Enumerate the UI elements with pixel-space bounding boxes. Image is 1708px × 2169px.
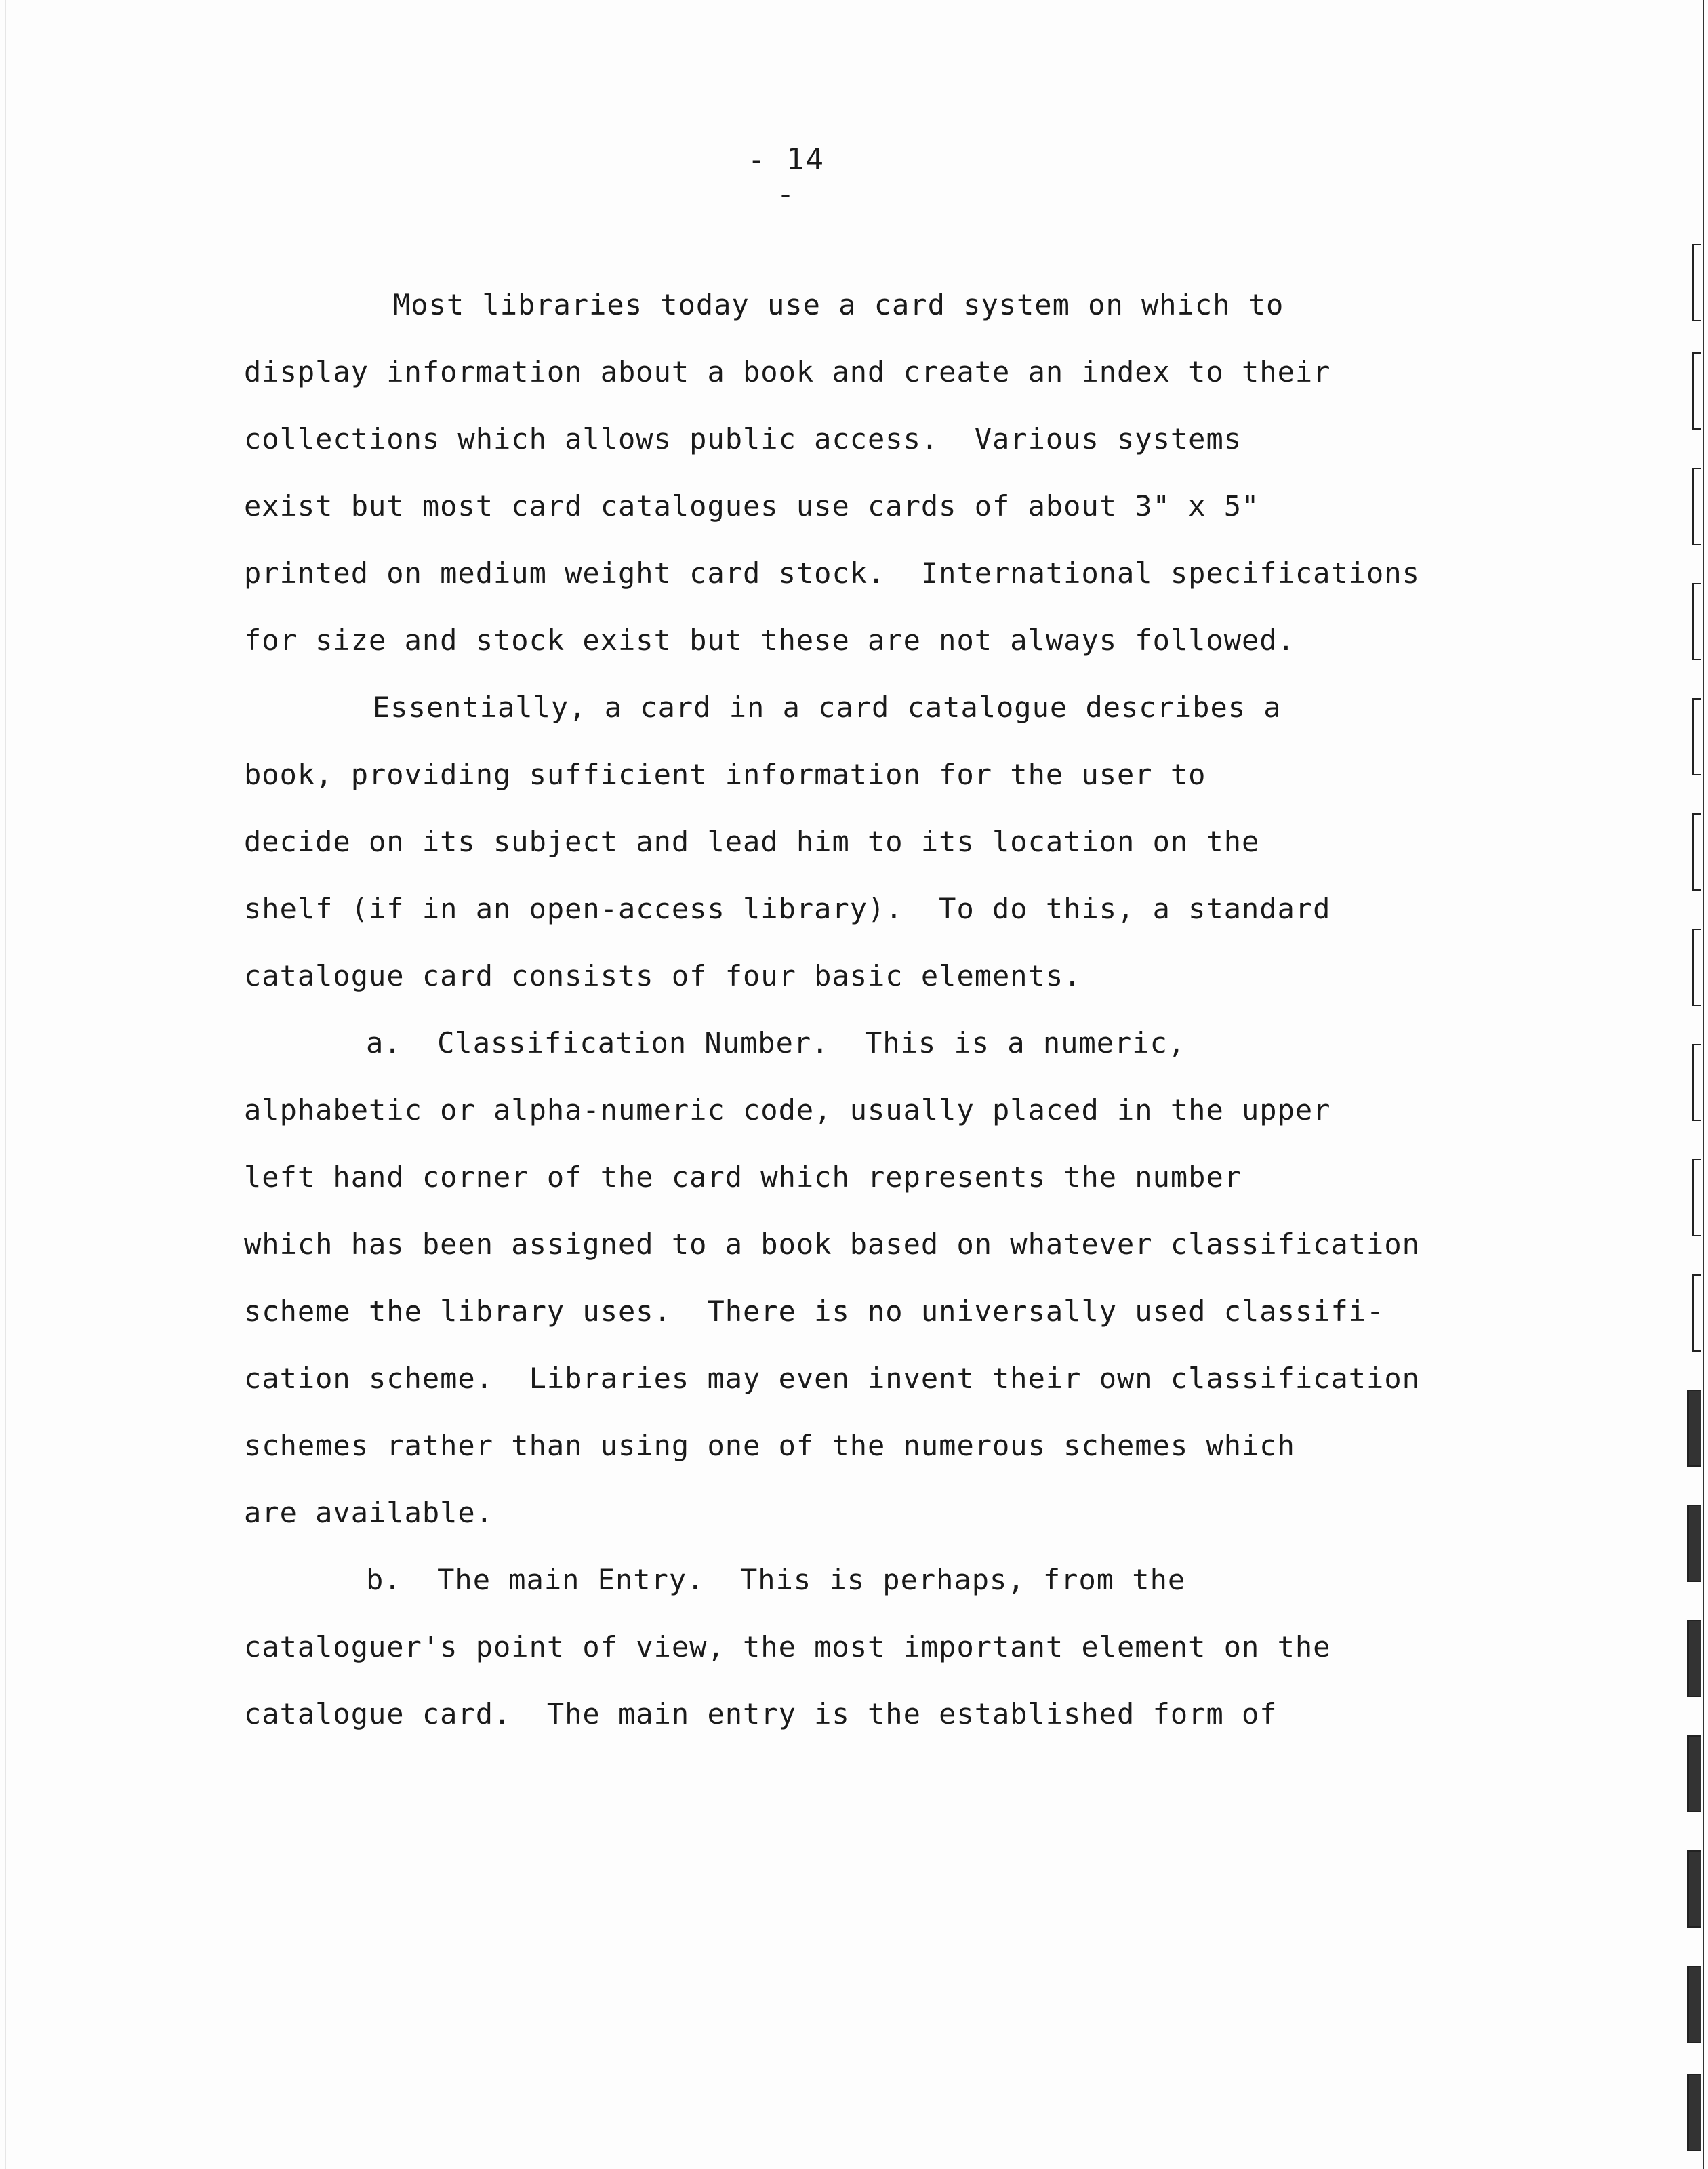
binder-edge-line: [1703, 0, 1704, 2169]
text-line: left hand corner of the card which represents the number: [244, 1160, 1242, 1194]
text-line: catalogue card consists of four basic elements.: [244, 959, 1082, 992]
text-line: book, providing sufficient information for the user to: [244, 758, 1206, 791]
binder-ring-mark: [1692, 352, 1701, 430]
binder-ring-mark: [1687, 1390, 1701, 1467]
binder-ring-mark: [1687, 1735, 1701, 1812]
text-line: exist but most card catalogues use cards of about 3" x 5": [244, 489, 1260, 523]
binder-ring-mark: [1687, 1620, 1701, 1697]
text-line: are available.: [244, 1496, 494, 1529]
page-left-edge: [5, 0, 6, 2169]
binder-ring-mark: [1692, 468, 1701, 545]
body-text: [244, 271, 1450, 1747]
text-line: cataloguer's point of view, the most important element on the: [244, 1630, 1331, 1663]
text-line: display information about a book and create an index to their: [244, 355, 1331, 388]
binder-ring-mark: [1692, 583, 1701, 660]
binder-ring-mark: [1687, 2074, 1701, 2151]
binder-ring-mark: [1692, 1274, 1701, 1352]
text-line: Most libraries today use a card system on which to: [393, 288, 1284, 321]
text-line: which has been assigned to a book based on whatever classification: [244, 1228, 1420, 1261]
binder-ring-strip: [1681, 0, 1708, 2169]
binder-ring-mark: [1692, 1044, 1701, 1121]
text-line: for size and stock exist but these are not always followed.: [244, 624, 1295, 657]
binder-ring-mark: [1692, 244, 1701, 321]
binder-ring-mark: [1687, 1850, 1701, 1928]
binder-ring-mark: [1692, 813, 1701, 891]
text-line: cation scheme. Libraries may even invent their own classification: [244, 1362, 1420, 1395]
text-line: alphabetic or alpha-numeric code, usually placed in the upper: [244, 1093, 1331, 1127]
text-line: shelf (if in an open-access library). To do this, a standard: [244, 892, 1331, 925]
binder-ring-mark: [1692, 1159, 1701, 1236]
text-line: decide on its subject and lead him to its location on the: [244, 825, 1260, 858]
text-line: collections which allows public access. Various systems: [244, 422, 1242, 455]
text-line: scheme the library uses. There is no universally used classifi-: [244, 1295, 1385, 1328]
text-line: printed on medium weight card stock. International specifications: [244, 556, 1420, 590]
binder-ring-mark: [1687, 1966, 1701, 2043]
binder-ring-mark: [1692, 929, 1701, 1006]
binder-ring-mark: [1692, 698, 1701, 775]
text-line: catalogue card. The main entry is the established form of: [244, 1697, 1278, 1730]
text-line: b. The main Entry. This is perhaps, from the: [366, 1563, 1186, 1596]
text-line: schemes rather than using one of the numerous schemes which: [244, 1429, 1295, 1462]
text-line: Essentially, a card in a card catalogue describes a: [373, 691, 1282, 724]
page-number: - 14 -: [748, 142, 825, 211]
binder-ring-mark: [1687, 1505, 1701, 1582]
text-line: a. Classification Number. This is a numeric,: [366, 1026, 1186, 1059]
